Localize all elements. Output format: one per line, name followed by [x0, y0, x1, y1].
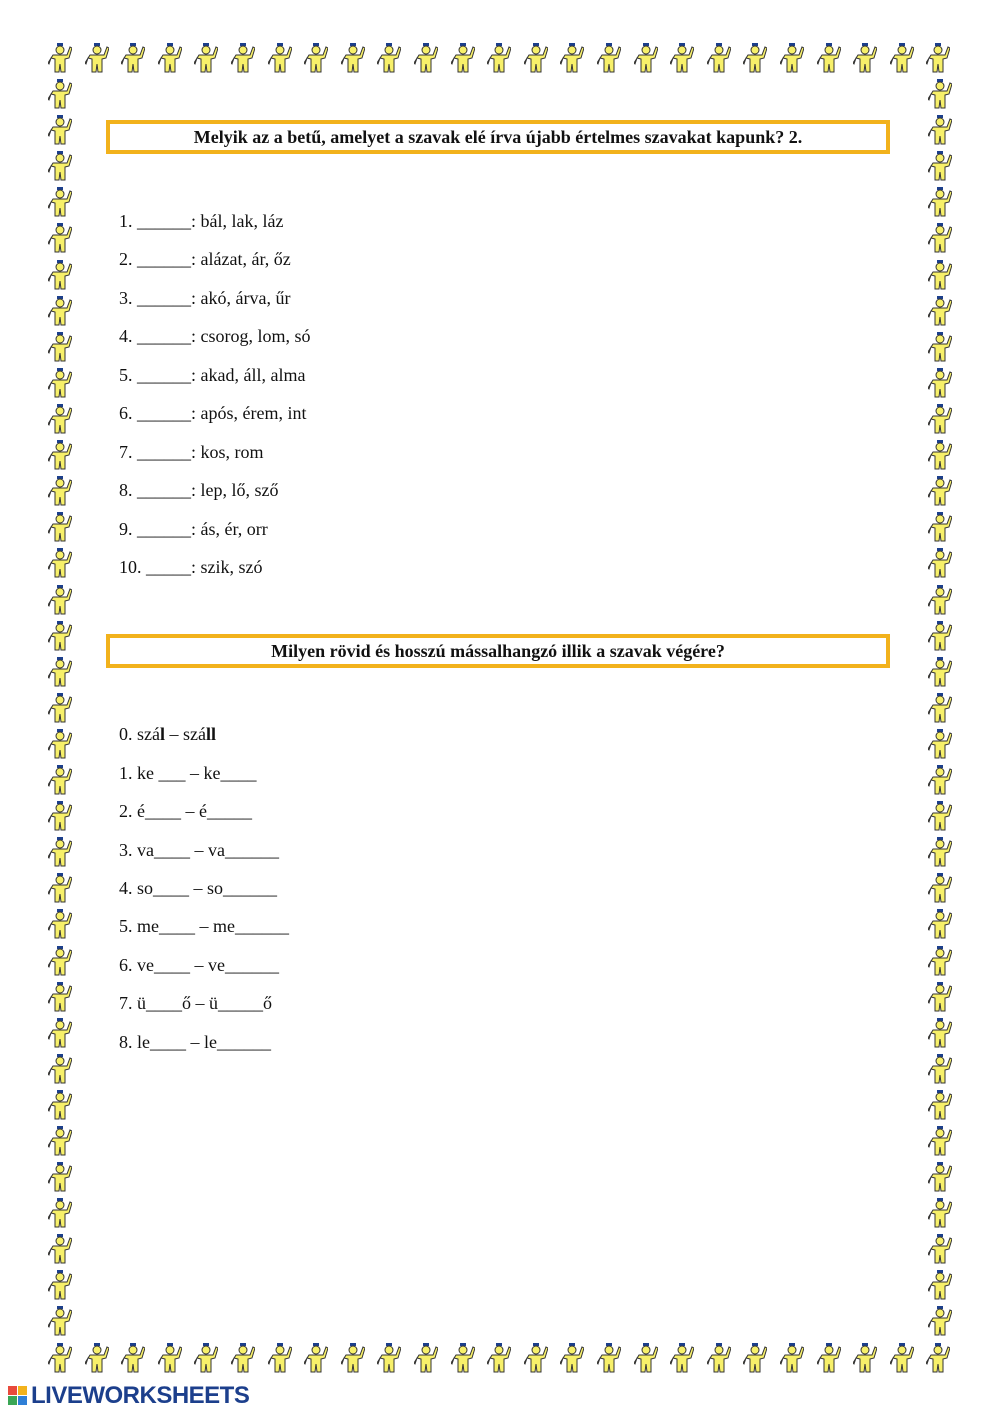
figure-icon: [928, 654, 952, 688]
figure-icon: [48, 1015, 72, 1049]
figure-icon: [304, 1340, 328, 1374]
figure-icon: [928, 76, 952, 110]
figure-icon: [48, 148, 72, 182]
figure-icon: [524, 40, 548, 74]
figure-icon: [928, 293, 952, 327]
figure-icon: [48, 1267, 72, 1301]
figure-icon: [231, 1340, 255, 1374]
figure-icon: [377, 40, 401, 74]
figure-icon: [560, 1340, 584, 1374]
figure-icon: [928, 1051, 952, 1085]
figure-icon: [928, 545, 952, 579]
list-item: 8. ______: lep, lő, sző: [119, 480, 279, 500]
figure-icon: [48, 437, 72, 471]
figure-icon: [158, 1340, 182, 1374]
figure-icon: [48, 1159, 72, 1193]
figure-icon: [121, 1340, 145, 1374]
figure-icon: [451, 1340, 475, 1374]
list-item: 9. ______: ás, ér, orr: [119, 519, 268, 539]
list-item: 3. ______: akó, árva, űr: [119, 288, 291, 308]
figure-icon: [48, 545, 72, 579]
figure-icon: [48, 293, 72, 327]
figure-icon: [560, 40, 584, 74]
figure-icon: [928, 1123, 952, 1157]
figure-icon: [928, 509, 952, 543]
figure-icon: [48, 1303, 72, 1337]
figure-icon: [634, 40, 658, 74]
list-item: 3. va____ – va______: [119, 840, 279, 860]
figure-icon: [928, 762, 952, 796]
figure-icon: [928, 473, 952, 507]
figure-icon: [48, 257, 72, 291]
figure-icon: [780, 40, 804, 74]
figure-icon: [194, 1340, 218, 1374]
figure-icon: [48, 1123, 72, 1157]
figure-icon: [928, 618, 952, 652]
figure-icon: [48, 220, 72, 254]
list-item: 8. le____ – le______: [119, 1032, 271, 1052]
figure-icon: [48, 112, 72, 146]
list-item: 6. ______: após, érem, int: [119, 403, 307, 423]
list-item: 7. ü____ő – ü_____ő: [119, 993, 272, 1013]
figure-icon: [304, 40, 328, 74]
figure-icon: [121, 40, 145, 74]
figure-icon: [928, 726, 952, 760]
figure-icon: [743, 1340, 767, 1374]
figure-icon: [928, 1231, 952, 1265]
list-item: 7. ______: kos, rom: [119, 442, 264, 462]
figure-icon: [928, 834, 952, 868]
example-row: [119, 724, 216, 744]
figure-icon: [48, 509, 72, 543]
figure-icon: [926, 40, 950, 74]
list-item: 2. ______: alázat, ár, őz: [119, 249, 291, 269]
figure-icon: [890, 1340, 914, 1374]
figure-icon: [451, 40, 475, 74]
figure-icon: [928, 184, 952, 218]
figure-icon: [928, 870, 952, 904]
example-bold-1: l: [159, 724, 165, 744]
figure-icon: [48, 618, 72, 652]
figure-icon: [85, 40, 109, 74]
figure-icon: [928, 112, 952, 146]
section1-title: Melyik az a betű, amelyet a szavak elé írva újabb értelmes szavakat kapunk? 2.: [106, 120, 890, 154]
figure-icon: [48, 690, 72, 724]
figure-icon: [48, 870, 72, 904]
figure-icon: [48, 906, 72, 940]
figure-icon: [48, 943, 72, 977]
logo-mark-icon: [8, 1386, 28, 1406]
figure-icon: [928, 1195, 952, 1229]
figure-icon: [48, 76, 72, 110]
figure-icon: [85, 1340, 109, 1374]
figure-icon: [48, 798, 72, 832]
figure-icon: [928, 437, 952, 471]
figure-icon: [48, 726, 72, 760]
figure-icon: [928, 329, 952, 363]
figure-icon: [670, 1340, 694, 1374]
list-item: 4. ______: csorog, lom, só: [119, 326, 311, 346]
figure-icon: [48, 582, 72, 616]
list-item: 10. _____: szik, szó: [119, 557, 263, 577]
figure-icon: [487, 1340, 511, 1374]
list-item: 5. me____ – me______: [119, 916, 289, 936]
figure-icon: [377, 1340, 401, 1374]
example-bold-2: ll: [205, 724, 216, 744]
figure-icon: [853, 40, 877, 74]
figure-icon: [48, 401, 72, 435]
list-item: 5. ______: akad, áll, alma: [119, 365, 306, 385]
figure-icon: [928, 690, 952, 724]
figure-icon: [743, 40, 767, 74]
figure-icon: [928, 798, 952, 832]
figure-icon: [670, 40, 694, 74]
figure-icon: [928, 220, 952, 254]
logo-text: LIVEWORKSHEETS: [31, 1382, 250, 1409]
figure-icon: [707, 1340, 731, 1374]
section2-title: Milyen rövid és hosszú mássalhangzó illik a szavak végére?: [106, 634, 890, 668]
list-item: 1. ______: bál, lak, láz: [119, 211, 284, 231]
list-item: 6. ve____ – ve______: [119, 955, 279, 975]
list-item: 4. so____ – so______: [119, 878, 278, 898]
figure-icon: [928, 582, 952, 616]
figure-icon: [48, 1340, 72, 1374]
figure-icon: [48, 365, 72, 399]
figure-icon: [707, 40, 731, 74]
figure-icon: [928, 148, 952, 182]
figure-icon: [853, 1340, 877, 1374]
figure-icon: [48, 1051, 72, 1085]
figure-icon: [48, 1231, 72, 1265]
figure-icon: [48, 762, 72, 796]
figure-icon: [158, 40, 182, 74]
figure-icon: [48, 834, 72, 868]
figure-icon: [48, 1087, 72, 1121]
figure-icon: [928, 257, 952, 291]
figure-icon: [341, 1340, 365, 1374]
figure-icon: [928, 1267, 952, 1301]
figure-icon: [928, 906, 952, 940]
figure-icon: [48, 40, 72, 74]
figure-icon: [926, 1340, 950, 1374]
figure-icon: [890, 40, 914, 74]
figure-icon: [48, 184, 72, 218]
figure-icon: [414, 40, 438, 74]
figure-icon: [928, 1087, 952, 1121]
liveworksheets-logo[interactable]: [8, 1383, 249, 1409]
figure-icon: [597, 40, 621, 74]
figure-icon: [817, 40, 841, 74]
figure-icon: [231, 40, 255, 74]
example-middle: – szá: [165, 724, 206, 744]
figure-icon: [928, 1015, 952, 1049]
figure-icon: [928, 365, 952, 399]
list-item: 1. ke ___ – ke____: [119, 763, 257, 783]
figure-icon: [268, 1340, 292, 1374]
figure-icon: [268, 40, 292, 74]
figure-icon: [48, 979, 72, 1013]
figure-icon: [928, 1303, 952, 1337]
figure-icon: [48, 473, 72, 507]
figure-icon: [524, 1340, 548, 1374]
figure-icon: [928, 401, 952, 435]
list-item: 2. é____ – é_____: [119, 801, 252, 821]
figure-icon: [928, 979, 952, 1013]
figure-icon: [194, 40, 218, 74]
figure-icon: [634, 1340, 658, 1374]
figure-icon: [928, 943, 952, 977]
figure-icon: [597, 1340, 621, 1374]
figure-icon: [48, 1195, 72, 1229]
figure-icon: [341, 40, 365, 74]
figure-icon: [48, 329, 72, 363]
figure-icon: [928, 1159, 952, 1193]
example-prefix: 0. szá: [119, 724, 160, 744]
figure-icon: [414, 1340, 438, 1374]
figure-icon: [780, 1340, 804, 1374]
figure-icon: [487, 40, 511, 74]
figure-icon: [817, 1340, 841, 1374]
figure-icon: [48, 654, 72, 688]
